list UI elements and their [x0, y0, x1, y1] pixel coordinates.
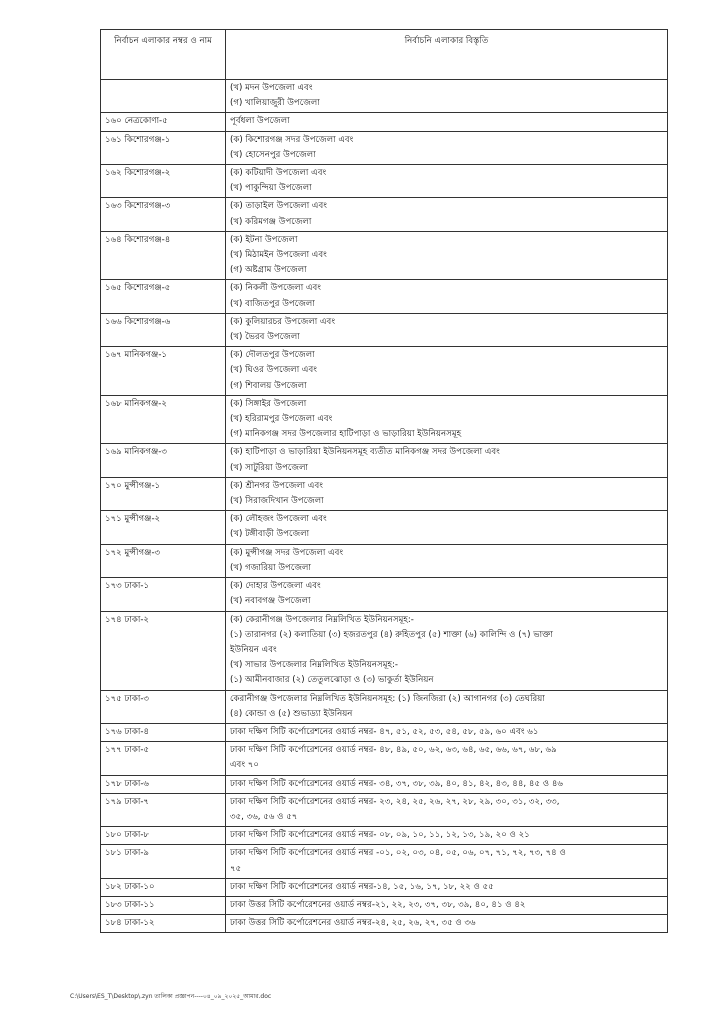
table-row: [101, 165, 668, 198]
extent-line: (গ) অষ্টগ্রাম উপজেলা: [230, 265, 307, 276]
extent-line: (ক) দোহার উপজেলা এবং: [230, 581, 321, 592]
table-row: [101, 395, 668, 444]
table-row: [101, 896, 668, 914]
constituency-name: ১৭৭ ঢাকা-৫: [101, 742, 226, 775]
extent-line: (খ) সিরাজদিখান উপজেলা: [230, 496, 324, 507]
extent-line: ঢাকা উত্তর সিটি কর্পোরেশনের ওয়ার্ড নম্বর-২১, ২২, ২৩, ৩৭, ৩৮, ৩৯, ৪০, ৪১ ও ৪২: [230, 899, 526, 910]
constituency-name: ১৮১ ঢাকা-৯: [101, 845, 226, 878]
extent-line: ৩৫, ৩৬, ৫৬ ও ৫৭: [230, 811, 298, 822]
table-body: [101, 80, 668, 933]
constituency-name: ১৭৮ ঢাকা-৬: [101, 775, 226, 793]
extent-line: (খ) গজারিয়া উপজেলা: [230, 562, 311, 573]
constituency-extent: [226, 578, 668, 611]
constituency-name: ১৬২ কিশোরগঞ্জ-২: [101, 165, 226, 198]
extent-line: ঢাকা দক্ষিণ সিটি কর্পোরেশনের ওয়ার্ড নম্বর- ৪৭, ৫১, ৫২, ৫৩, ৫৪, ৫৮, ৫৯, ৬০ এবং ৬১: [230, 726, 539, 737]
extent-line: (গ) শিবালয় উপজেলা: [230, 380, 307, 391]
extent-line: (ক) ইটনা উপজেলা: [230, 234, 298, 245]
extent-line: ইউনিয়ন এবং: [230, 644, 277, 655]
table-row: [101, 578, 668, 611]
constituency-extent: [226, 231, 668, 280]
table-row: [101, 313, 668, 346]
extent-line: পূর্বধলা উপজেলা: [230, 116, 290, 127]
extent-line: ঢাকা দক্ষিণ সিটি কর্পোরেশনের ওয়ার্ড নম্বর- ৩৪, ৩৭, ৩৮, ৩৯, ৪০, ৪১, ৪২, ৪৩, ৪৪, ৪৫ ও ৪৬: [230, 778, 563, 789]
constituency-extent: [226, 827, 668, 845]
constituency-extent: [226, 775, 668, 793]
table-row: [101, 878, 668, 896]
table-row: [101, 444, 668, 477]
table-row: [101, 827, 668, 845]
extent-line: (খ) করিমগঞ্জ উপজেলা: [230, 216, 312, 227]
constituency-extent: [226, 742, 668, 775]
extent-line: (খ) ভৈরব উপজেলা: [230, 332, 300, 343]
extent-line: (১) আমীনবাজার (২) তেতুলঝোড়া ও (৩) ভাকুর্তা ইউনিয়ন: [230, 675, 434, 686]
constituency-extent: [226, 113, 668, 131]
constituency-extent: [226, 845, 668, 878]
constituency-extent: [226, 198, 668, 231]
table-header-row: [101, 30, 668, 80]
extent-line: (৪) কোন্ডা ও (৫) শুভাড্যা ইউনিয়ন: [230, 708, 353, 719]
constituency-name: ১৬৮ মানিকগঞ্জ-২: [101, 395, 226, 444]
constituency-name: ১৭২ মুন্সীগঞ্জ-৩: [101, 544, 226, 577]
constituency-extent: [226, 165, 668, 198]
extent-line: (খ) সাভার উপজেলার নিম্নলিখিত ইউনিয়নসমূহ:-: [230, 660, 399, 671]
constituency-extent: [226, 896, 668, 914]
extent-line: (ক) কটিয়াদী উপজেলা এবং: [230, 168, 327, 179]
constituency-name: ১৬৫ কিশোরগঞ্জ-৫: [101, 280, 226, 313]
constituency-extent: [226, 280, 668, 313]
extent-line: (ক) হাটিপাড়া ও ভাড়ারিয়া ইউনিয়নসমূহ ব্যতীত মানিকগঞ্জ সদর উপজেলা এবং: [230, 447, 500, 458]
constituency-extent: [226, 878, 668, 896]
table-row: [101, 723, 668, 741]
constituency-extent: [226, 544, 668, 577]
constituency-name: ১৭৩ ঢাকা-১: [101, 578, 226, 611]
constituency-extent: [226, 313, 668, 346]
extent-line: (ক) কুলিয়ারচর উপজেলা এবং: [230, 316, 336, 327]
constituency-name: ১৬৩ কিশোরগঞ্জ-৩: [101, 198, 226, 231]
constituency-document: [100, 29, 667, 933]
extent-line: ঢাকা দক্ষিণ সিটি কর্পোরেশনের ওয়ার্ড নম্বর -০১, ০২, ০৩, ০৪, ০৫, ০৬, ০৭, ৭১, ৭২, ৭৩, ৭৪ ও: [230, 848, 566, 859]
table-row: [101, 611, 668, 690]
extent-line: (১) তারানগর (২) কলাতিয়া (৩) হজরতপুর (৪) রুহিতপুর (৫) শাক্তা (৬) কালিন্দি ও (৭) ভাক্তা: [230, 629, 553, 640]
constituency-extent: [226, 347, 668, 396]
extent-line: (গ) খালিয়াজুরী উপজেলা: [230, 98, 320, 109]
extent-line: (ক) শ্রীনগর উপজেলা এবং: [230, 480, 323, 491]
constituency-name: ১৬৬ কিশোরগঞ্জ-৬: [101, 313, 226, 346]
constituency-name: ১৮৩ ঢাকা-১১: [101, 896, 226, 914]
extent-line: (গ) মানিকগঞ্জ সদর উপজেলার হাটিপাড়া ও ভাড়ারিয়া ইউনিয়নসমূহ: [230, 429, 462, 440]
constituency-extent: [226, 395, 668, 444]
constituency-name: ১৮০ ঢাকা-৮: [101, 827, 226, 845]
constituency-name: ১৭৪ ঢাকা-২: [101, 611, 226, 690]
constituency-name: ১৮২ ঢাকা-১০: [101, 878, 226, 896]
constituency-name: ১৬৭ মানিকগঞ্জ-১: [101, 347, 226, 396]
constituency-name: ১৭০ মুন্সীগঞ্জ-১: [101, 477, 226, 510]
table-row: [101, 742, 668, 775]
extent-line: (ক) নিকলী উপজেলা এবং: [230, 283, 321, 294]
constituency-extent: [226, 690, 668, 723]
extent-line: (খ) নবাবগঞ্জ উপজেলা: [230, 596, 311, 607]
extent-line: (ক) তাড়াইল উপজেলা এবং: [230, 201, 327, 212]
constituency-name: ১৬৪ কিশোরগঞ্জ-৪: [101, 231, 226, 280]
extent-line: (খ) বাজিতপুর উপজেলা: [230, 298, 315, 309]
header-constituency-extent: নির্বাচনি এলাকার বিস্তৃতি: [226, 30, 668, 80]
extent-line: ঢাকা দক্ষিণ সিটি কর্পোরেশনের ওয়ার্ড নম্বর- ৪৮, ৪৯, ৫০, ৬২, ৬৩, ৬৪, ৬৫, ৬৬, ৬৭, ৬৮, ৬৯: [230, 745, 557, 756]
extent-line: ৭৫: [230, 863, 242, 874]
extent-line: (ক) দৌলতপুর উপজেলা: [230, 350, 315, 361]
constituency-extent: [226, 80, 668, 113]
extent-line: (ক) কিশোরগঞ্জ সদর উপজেলা এবং: [230, 134, 354, 145]
extent-line: (খ) হরিরামপুর উপজেলা এবং: [230, 414, 333, 425]
table-row: [101, 280, 668, 313]
extent-line: (ক) সিঙ্গাইর উপজেলা: [230, 398, 307, 409]
constituency-extent: [226, 477, 668, 510]
extent-line: এবং ৭০: [230, 760, 259, 771]
table-row: [101, 80, 668, 113]
extent-line: ঢাকা দক্ষিণ সিটি কর্পোরেশনের ওয়ার্ড নম্বর- ২৩, ২৪, ২৫, ২৬, ২৭, ২৮, ২৯, ৩০, ৩১, ৩২, ৩৩,: [230, 796, 560, 807]
table-row: [101, 775, 668, 793]
table-row: [101, 690, 668, 723]
extent-line: কেরানীগঞ্জ উপজেলার নিম্নলিখিত ইউনিয়নসমূহ: (১) জিনজিরা (২) আগানগর (৩) তেঘরিয়া: [230, 693, 545, 704]
extent-line: (খ) টঙ্গীবাড়ী উপজেলা: [230, 529, 310, 540]
table-row: [101, 231, 668, 280]
table-row: [101, 347, 668, 396]
table-row: [101, 113, 668, 131]
extent-line: (খ) পাকুন্দিয়া উপজেলা: [230, 183, 312, 194]
constituency-extent: [226, 511, 668, 544]
table-row: [101, 544, 668, 577]
extent-line: (খ) মদন উপজেলা এবং: [230, 83, 313, 93]
constituency-extent: [226, 131, 668, 164]
constituency-extent: [226, 915, 668, 933]
table-row: [101, 198, 668, 231]
table-row: [101, 477, 668, 510]
file-path-footer: C:\Users\ES_T\Desktop\.zyn তালিকা প্রজ্ঞাপন----০৪_০৯_২০২৫_আমার.doc: [70, 993, 272, 1000]
constituency-name: ১৭৫ ঢাকা-৩: [101, 690, 226, 723]
constituency-name: ১৭৯ ঢাকা-৭: [101, 793, 226, 826]
constituency-name: ১৬০ নেত্রকোণা-৫: [101, 113, 226, 131]
extent-line: (খ) হোসেনপুর উপজেলা: [230, 149, 316, 160]
constituency-extent: [226, 793, 668, 826]
table-row: [101, 511, 668, 544]
extent-line: (ক) মুন্সীগঞ্জ সদর উপজেলা এবং: [230, 547, 344, 558]
extent-line: (ক) কেরানীগঞ্জ উপজেলার নিম্নলিখিত ইউনিয়নসমূহ:-: [230, 614, 414, 625]
constituency-extent: [226, 444, 668, 477]
constituency-extent: [226, 723, 668, 741]
constituency-name: ১৭১ মুন্সীগঞ্জ-২: [101, 511, 226, 544]
constituency-name: ১৭৬ ঢাকা-৪: [101, 723, 226, 741]
constituency-name: ১৬১ কিশোরগঞ্জ-১: [101, 131, 226, 164]
header-constituency-name: নির্বাচন এলাকার নম্বর ও নাম: [101, 30, 226, 80]
constituency-table: [100, 29, 668, 933]
constituency-name: ১৮৪ ঢাকা-১২: [101, 915, 226, 933]
extent-line: (খ) ঘিওর উপজেলা এবং: [230, 365, 317, 376]
constituency-extent: [226, 611, 668, 690]
extent-line: ঢাকা দক্ষিণ সিটি কর্পোরেশনের ওয়ার্ড নম্বর-১৪, ১৫, ১৬, ১৭, ১৮, ২২ ও ৫৫: [230, 881, 494, 892]
extent-line: (খ) মিঠামইন উপজেলা এবং: [230, 250, 327, 261]
constituency-name: ১৬৯ মানিকগঞ্জ-৩: [101, 444, 226, 477]
table-row: [101, 915, 668, 933]
table-row: [101, 793, 668, 826]
extent-line: ঢাকা দক্ষিণ সিটি কর্পোরেশনের ওয়ার্ড নম্বর- ০৮, ০৯, ১০, ১১, ১২, ১৩, ১৯, ২০ ও ২১: [230, 830, 530, 841]
extent-line: (ক) লৌহজং উপজেলা এবং: [230, 514, 327, 525]
table-row: [101, 845, 668, 878]
extent-line: (খ) সাটুরিয়া উপজেলা: [230, 462, 308, 473]
table-row: [101, 131, 668, 164]
constituency-name: [101, 80, 226, 113]
extent-line: ঢাকা উত্তর সিটি কর্পোরেশনের ওয়ার্ড নম্বর-২৪, ২৫, ২৬, ২৭, ৩৫ ও ৩৬: [230, 918, 476, 929]
